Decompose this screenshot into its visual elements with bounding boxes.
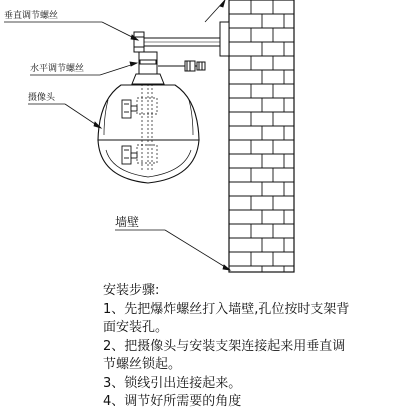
pendant-neck: [132, 52, 164, 84]
step-line: 3、锁线引出连接起来。: [103, 375, 242, 391]
installation-steps: [103, 282, 395, 412]
brick-wall: [229, 0, 294, 272]
label-wall: 墙壁: [115, 215, 140, 229]
label-vertical-adjust-screw: 垂直调节螺丝: [4, 11, 59, 21]
step-line: 节螺丝锁起。: [103, 357, 182, 372]
step-line: 4、调节好所需要的角度: [103, 394, 242, 409]
wall-mount-plate: [220, 22, 229, 56]
label-camera: 摄像头: [28, 93, 56, 103]
horizontal-adjust-screw: [158, 61, 205, 71]
mounting-arm: [138, 38, 220, 46]
step-line: 1、先把爆炸螺丝打入墙壁,孔位按时支架背: [103, 301, 350, 317]
step-line: 2、把摄像头与安装支架连接起来用垂直调: [103, 338, 346, 354]
camera-dome: [98, 85, 199, 183]
vertical-adjust-screw: [134, 32, 144, 52]
step-line: 面安装孔。: [103, 320, 169, 335]
steps-title: 安装步骤:: [103, 283, 160, 298]
label-horizontal-adjust-screw: 水平调节螺丝: [30, 64, 85, 74]
